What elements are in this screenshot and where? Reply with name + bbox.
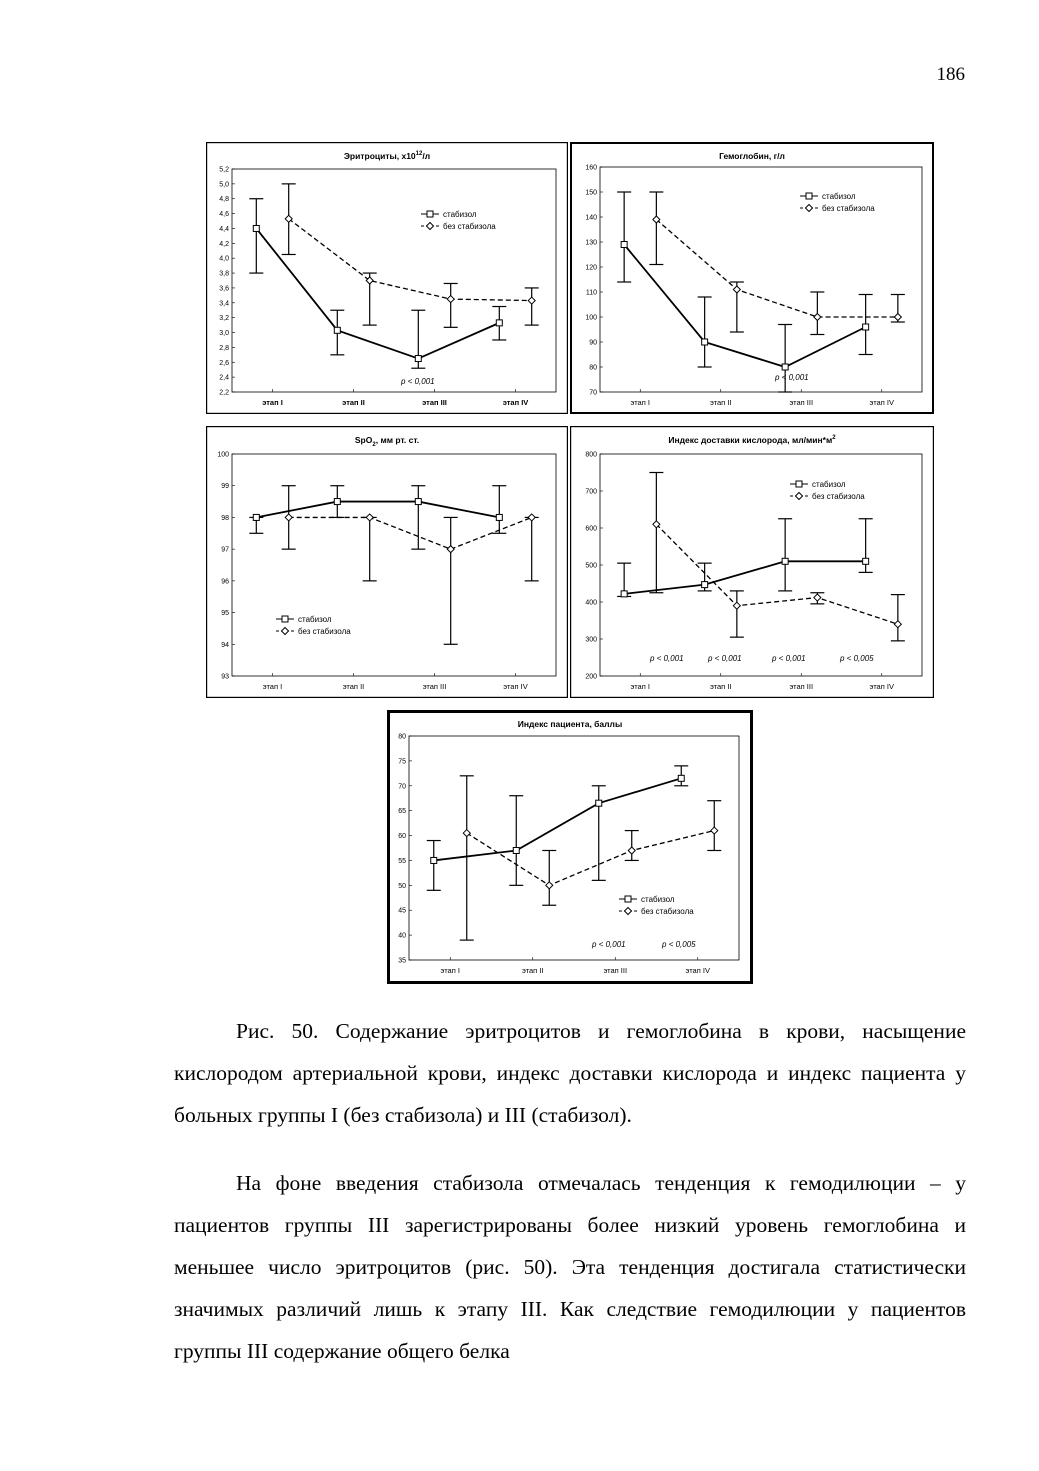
- hemoglobin-chart: [570, 142, 934, 414]
- y-tick-label: 4,2: [219, 240, 229, 248]
- chart-title-suffix: /л: [422, 151, 431, 161]
- chart-title: [719, 151, 785, 161]
- chart-frame: [389, 712, 752, 983]
- x-tick-label: этап II: [710, 682, 732, 691]
- p-value-annotation: p < 0,001: [708, 654, 742, 663]
- chart-frame: [571, 427, 934, 698]
- y-tick-label: 3,8: [219, 270, 229, 278]
- y-tick-label: 65: [398, 808, 406, 816]
- y-tick-label: 3,4: [219, 300, 229, 308]
- point-square: [678, 775, 684, 781]
- x-tick-label: этап IV: [869, 398, 894, 407]
- chart-title-text: Эритроциты, x10: [343, 151, 416, 161]
- x-tick-label: этап I: [262, 682, 283, 691]
- x-tick-label: этап III: [422, 682, 447, 691]
- erythrocytes-chart: [206, 142, 568, 414]
- point-square: [513, 847, 519, 853]
- legend-label: без стабизола: [443, 222, 496, 231]
- x-tick-label: этап I: [440, 966, 460, 975]
- chart-title: [668, 435, 836, 445]
- chart-title-text: SpO: [354, 435, 373, 445]
- y-tick-label: 5,0: [219, 181, 229, 189]
- y-tick-label: 2,4: [219, 374, 229, 382]
- legend-square-marker: [625, 896, 631, 902]
- point-square: [415, 499, 421, 505]
- point-square: [621, 242, 627, 248]
- p-value-annotation: p < 0,001: [772, 654, 806, 663]
- x-tick-label: этап III: [422, 398, 447, 407]
- p-value-annotation: p < 0,005: [662, 940, 696, 949]
- x-tick-label: этап II: [342, 682, 365, 691]
- y-tick-label: 140: [585, 214, 597, 222]
- y-tick-label: 100: [217, 451, 229, 459]
- p-value-annotation: p < 0,001: [401, 377, 435, 386]
- oxygen-delivery-chart: [570, 426, 934, 698]
- point-square: [415, 356, 421, 362]
- legend-square-marker: [806, 193, 812, 199]
- chart-title-suffix: , мм рт. ст.: [375, 435, 420, 445]
- point-square: [334, 327, 340, 333]
- x-tick-label: этап IV: [502, 398, 529, 407]
- y-tick-label: 4,0: [219, 255, 229, 263]
- x-tick-label: этап I: [630, 398, 650, 407]
- y-tick-label: 80: [589, 364, 597, 372]
- legend-label: без стабизола: [298, 627, 351, 636]
- chart-frame: [207, 427, 568, 698]
- y-tick-label: 4,6: [219, 211, 229, 219]
- p-value-annotation: p < 0,001: [592, 940, 626, 949]
- y-tick-label: 500: [585, 562, 597, 570]
- y-tick-label: 75: [398, 758, 406, 766]
- y-tick-label: 70: [398, 783, 406, 791]
- p-value-annotation: p < 0,001: [650, 654, 684, 663]
- y-tick-label: 96: [221, 578, 229, 586]
- point-square: [253, 225, 259, 231]
- point-square: [782, 364, 788, 370]
- x-tick-label: этап II: [522, 966, 544, 975]
- legend-label: без стабизола: [822, 204, 875, 213]
- x-tick-label: этап IV: [685, 966, 710, 975]
- y-tick-label: 100: [585, 314, 597, 322]
- chart-frame: [207, 143, 568, 414]
- y-tick-label: 3,0: [219, 330, 229, 338]
- legend-square-marker: [427, 211, 433, 217]
- point-square: [863, 324, 869, 330]
- chart-title-sup: 2: [832, 435, 836, 441]
- x-tick-label: этап II: [342, 398, 365, 407]
- y-tick-label: 80: [398, 733, 406, 741]
- y-tick-label: 600: [585, 525, 597, 533]
- legend-label: стабизол: [812, 480, 846, 489]
- y-tick-label: 110: [585, 289, 597, 297]
- legend-label: стабизол: [298, 615, 332, 624]
- y-tick-label: 3,6: [219, 285, 229, 293]
- y-tick-label: 200: [585, 673, 597, 681]
- y-tick-label: 93: [221, 673, 229, 681]
- y-tick-label: 2,8: [219, 344, 229, 352]
- y-tick-label: 150: [585, 189, 597, 197]
- chart-title-text: Индекс доставки кислорода, мл/мин*м: [668, 435, 833, 445]
- x-tick-label: этап III: [789, 398, 814, 407]
- legend-label: стабизол: [641, 895, 675, 904]
- page-number: 186: [936, 64, 965, 85]
- x-tick-label: этап III: [789, 682, 814, 691]
- x-tick-label: этап III: [603, 966, 628, 975]
- point-square: [863, 558, 869, 564]
- p-value-annotation: p < 0,001: [775, 373, 809, 382]
- point-square: [334, 499, 340, 505]
- figure-caption: Рис. 50. Содержание эритроцитов и гемоглобина в крови, насыщение кислородом артериальной крови, индекс доставки кислорода и индекс пациента у больных группы I (без стабизола) и III (стабизол).: [174, 1019, 966, 1127]
- y-tick-label: 4,8: [219, 196, 229, 204]
- point-square: [596, 800, 602, 806]
- y-tick-label: 35: [398, 957, 406, 965]
- legend-square-marker: [796, 481, 802, 487]
- point-square: [496, 514, 502, 520]
- y-tick-label: 5,2: [219, 166, 229, 174]
- y-tick-label: 300: [585, 636, 597, 644]
- patient-index-chart: [387, 710, 753, 984]
- y-tick-label: 60: [398, 833, 406, 841]
- legend-label: стабизол: [822, 192, 856, 201]
- y-tick-label: 45: [398, 907, 406, 915]
- y-tick-label: 2,6: [219, 359, 229, 367]
- x-tick-label: этап II: [710, 398, 732, 407]
- legend-label: без стабизола: [641, 907, 694, 916]
- chart-frame: [571, 143, 933, 413]
- chart-title-sup: 12: [415, 151, 423, 157]
- y-tick-label: 800: [585, 451, 597, 459]
- body-paragraph: На фоне введения стабизола отмечалась тенденция к гемодилюции – у пациентов группы III зарегистрированы более низкий уровень гемоглобина и меньшее число эритроцитов (рис. 50). Эта тенденция достигала статистически значимых различий лишь к этапу III. Как следствие гемодилюции у пациентов группы III содержание общего белка: [174, 1171, 966, 1363]
- x-tick-label: этап IV: [503, 682, 528, 691]
- point-square: [496, 320, 502, 326]
- p-value-annotation: p < 0,005: [840, 654, 874, 663]
- spo2-chart: [206, 426, 568, 698]
- y-tick-label: 130: [585, 239, 597, 247]
- point-square: [431, 857, 437, 863]
- y-tick-label: 90: [589, 339, 597, 347]
- point-square: [702, 339, 708, 345]
- point-square: [702, 582, 708, 588]
- point-square: [782, 558, 788, 564]
- y-tick-label: 120: [585, 264, 597, 272]
- y-tick-label: 2,2: [219, 389, 229, 397]
- x-tick-label: этап IV: [869, 682, 894, 691]
- x-tick-label: этап I: [630, 682, 650, 691]
- chart-title-sub: 2: [372, 442, 376, 448]
- legend-square-marker: [282, 616, 288, 622]
- y-tick-label: 40: [398, 932, 406, 940]
- y-tick-label: 50: [398, 882, 406, 890]
- y-tick-label: 99: [221, 483, 229, 491]
- chart-title: [518, 719, 622, 729]
- legend-label: стабизол: [443, 210, 477, 219]
- chart-title-text: Индекс пациента, баллы: [517, 719, 623, 729]
- y-tick-label: 4,4: [219, 225, 229, 233]
- y-tick-label: 3,2: [219, 315, 229, 323]
- y-tick-label: 55: [398, 857, 406, 865]
- legend-label: без стабизола: [812, 492, 865, 501]
- y-tick-label: 70: [589, 389, 597, 397]
- y-tick-label: 98: [221, 514, 229, 522]
- y-tick-label: 160: [585, 164, 597, 172]
- y-tick-label: 94: [221, 641, 229, 649]
- y-tick-label: 400: [585, 599, 597, 607]
- x-tick-label: этап I: [262, 398, 283, 407]
- point-square: [621, 591, 627, 597]
- y-tick-label: 97: [221, 546, 229, 554]
- chart-title-text: Гемоглобин, г/л: [719, 151, 785, 161]
- y-tick-label: 700: [585, 488, 597, 496]
- y-tick-label: 95: [221, 610, 229, 618]
- point-square: [253, 514, 259, 520]
